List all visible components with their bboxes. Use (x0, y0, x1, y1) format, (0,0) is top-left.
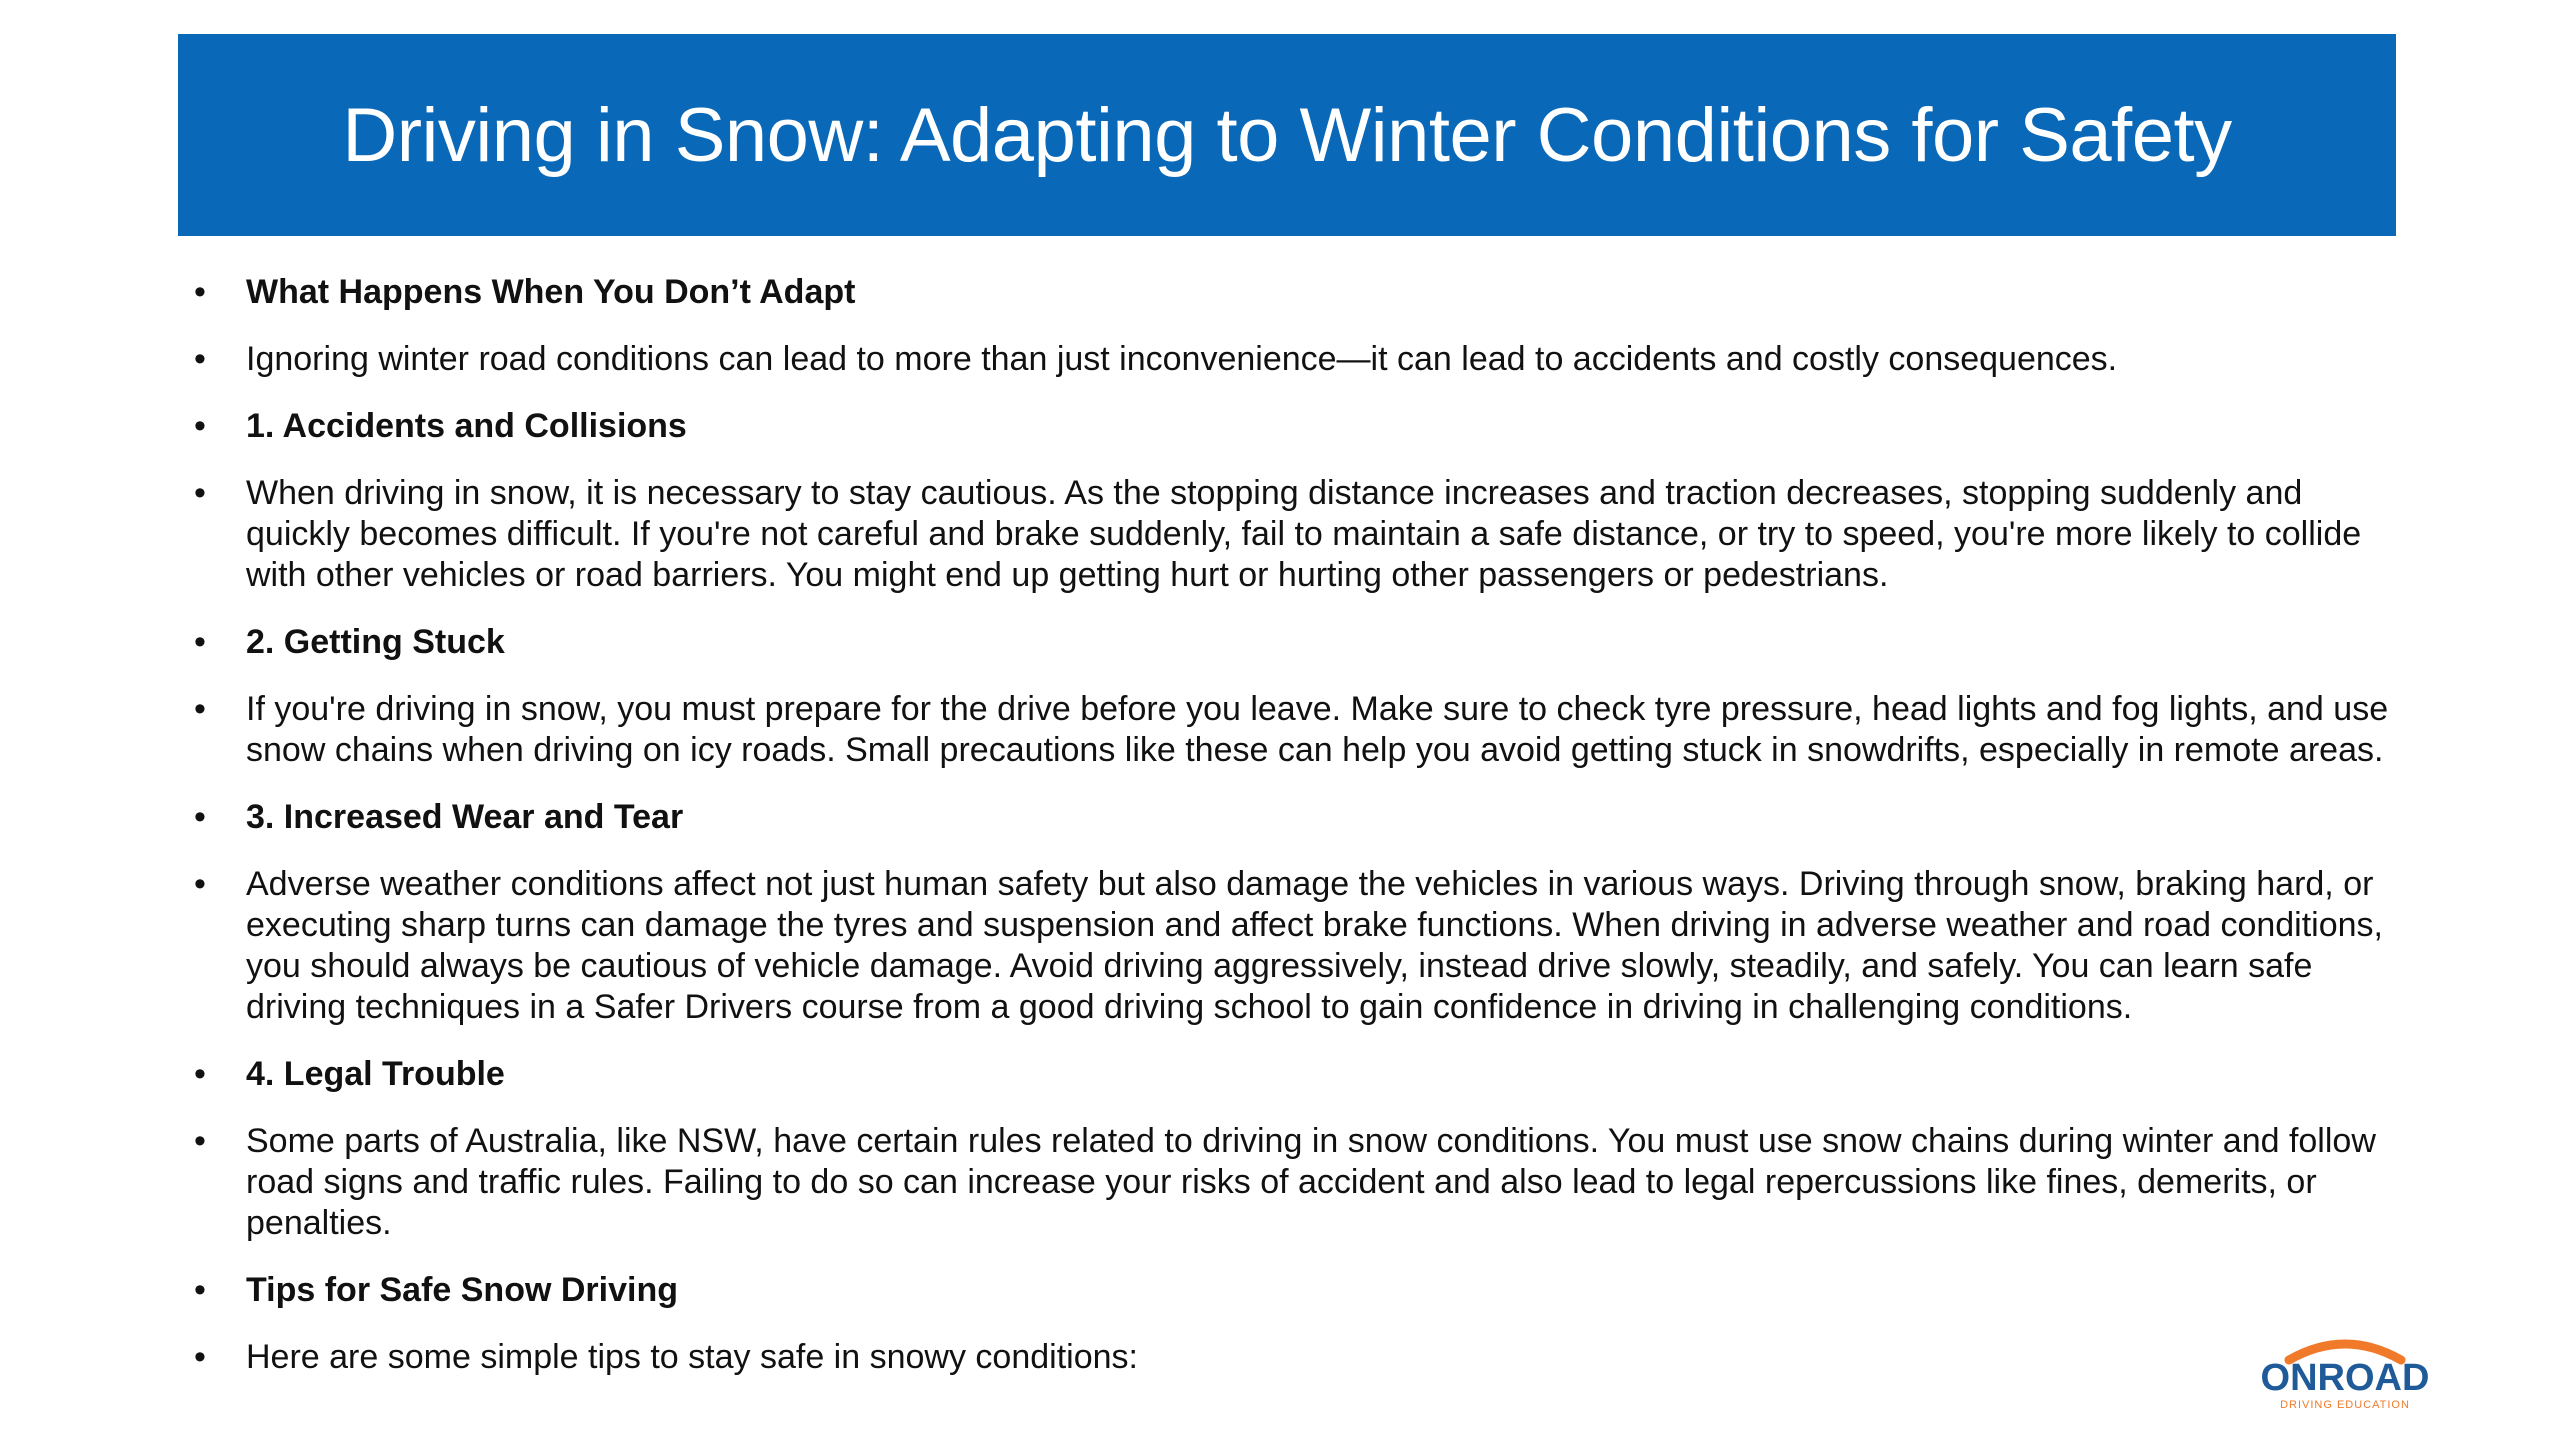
bullet-dot: • (194, 690, 206, 728)
logo-wordmark: ONROAD (2260, 1357, 2430, 1399)
bullet-dot: • (194, 798, 206, 836)
car-roof-arc-icon (2245, 1330, 2445, 1416)
bullet-text: 3. Increased Wear and Tear (246, 798, 684, 836)
bullet-heading (190, 272, 2390, 313)
bullet-dot: • (194, 273, 206, 311)
bullet-heading (190, 406, 2390, 447)
bullet-text: Adverse weather conditions affect not just human safety but also damage the vehicles in various ways. Driving through snow, braking hard, or executing sharp turns can damage the tyres and suspension and affect brake functions. When driving in adverse weather and road conditions, you should always be cautious of vehicle damage. Avoid driving aggressively, instead drive slowly, steadily, and safely. You can learn safe driving techniques in a Safer Drivers course from a good driving school to gain confidence in driving in challenging conditions. (246, 865, 2384, 1026)
bullet-list (190, 272, 2390, 1404)
bullet-text: Some parts of Australia, like NSW, have certain rules related to driving in snow conditions. You must use snow chains during winter and follow road signs and traffic rules. Failing to do so can increase your risks of accident and also lead to legal repercussions like fines, demerits, or penalties. (246, 1122, 2376, 1242)
bullet-text: 4. Legal Trouble (246, 1055, 505, 1093)
title-banner (178, 34, 2396, 236)
bullet-dot: • (194, 1122, 206, 1160)
bullet-heading (190, 1054, 2390, 1095)
bullet-text: If you're driving in snow, you must prepare for the drive before you leave. Make sure to check tyre pressure, head lights and fog lights, and use snow chains when driving on icy roads. Small precautions like these can help you avoid getting stuck in snowdrifts, especially in remote areas. (246, 690, 2389, 769)
bullet-text: Ignoring winter road conditions can lead to more than just inconvenience—it can lead to accidents and costly consequences. (246, 340, 2118, 378)
bullet-body (190, 339, 2390, 380)
slide-title: Driving in Snow: Adapting to Winter Conditions for Safety (342, 92, 2232, 178)
bullet-dot: • (194, 1055, 206, 1093)
bullet-body (190, 1121, 2390, 1244)
bullet-heading (190, 797, 2390, 838)
bullet-dot: • (194, 340, 206, 378)
bullet-body (190, 473, 2390, 596)
onroad-logo (2245, 1330, 2445, 1416)
bullet-text: 1. Accidents and Collisions (246, 407, 687, 445)
bullet-body (190, 864, 2390, 1028)
bullet-text: Here are some simple tips to stay safe in snowy conditions: (246, 1338, 1138, 1376)
bullet-body (190, 1337, 2390, 1378)
bullet-text: 2. Getting Stuck (246, 623, 505, 661)
logo-tagline: DRIVING EDUCATION (2280, 1399, 2410, 1411)
bullet-heading (190, 622, 2390, 663)
bullet-heading (190, 1270, 2390, 1311)
bullet-dot: • (194, 623, 206, 661)
bullet-text: What Happens When You Don’t Adapt (246, 273, 856, 311)
bullet-dot: • (194, 474, 206, 512)
bullet-body (190, 689, 2390, 771)
bullet-dot: • (194, 865, 206, 903)
bullet-dot: • (194, 407, 206, 445)
bullet-dot: • (194, 1338, 206, 1376)
bullet-text: When driving in snow, it is necessary to stay cautious. As the stopping distance increases and traction decreases, stopping suddenly and quickly becomes difficult. If you're not careful and brake suddenly, fail to maintain a safe distance, or try to speed, you're more likely to collide with other vehicles or road barriers. You might end up getting hurt or hurting other passengers or pedestrians. (246, 474, 2362, 594)
bullet-text: Tips for Safe Snow Driving (246, 1271, 678, 1309)
bullet-dot: • (194, 1271, 206, 1309)
